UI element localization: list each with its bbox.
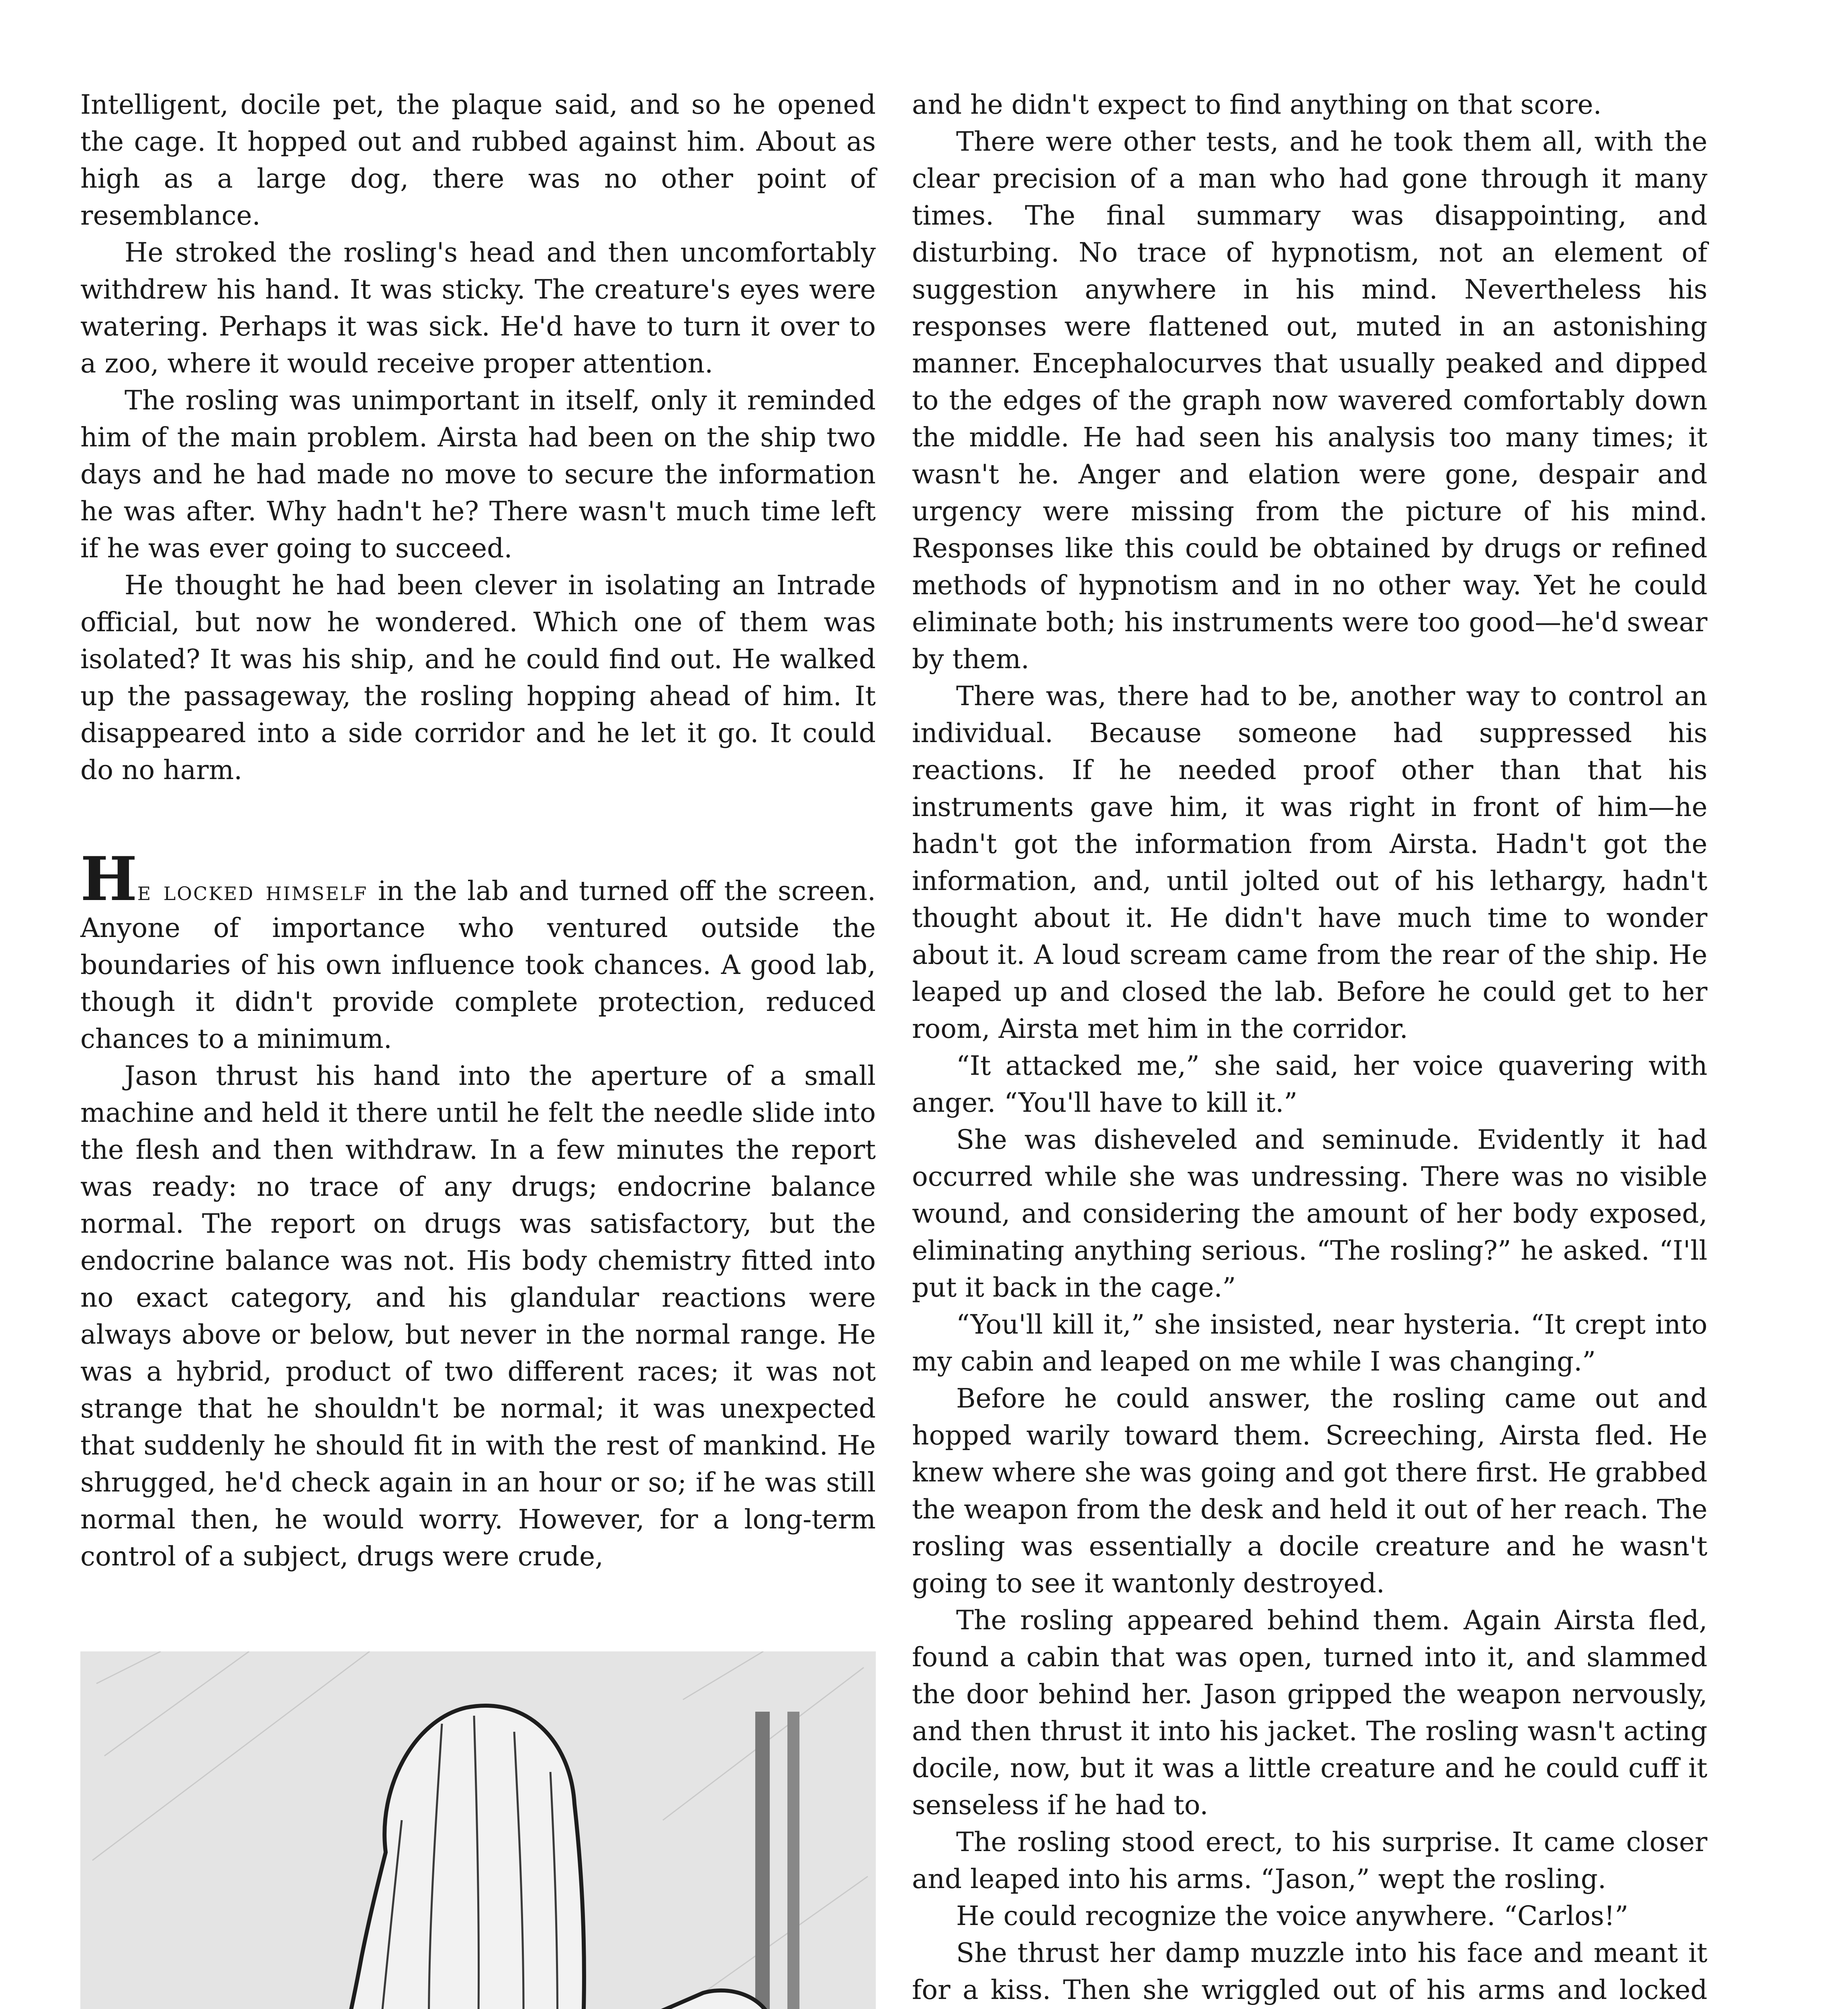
paragraph: Before he could answer, the rosling came out and hopped warily toward them. Screeching, Airsta fled. He knew where she was going and got there first. He grabbed the weapon from the desk and held it out of her reach. The rosling was essentially a docile creature and he wasn't going to see it wantonly destroyed. (912, 1383, 1707, 1599)
rosling-illustration (80, 1651, 876, 2009)
paragraph: She was disheveled and seminude. Evidently it had occurred while she was undressing. There was no visible wound, and considering the amount of her body exposed, eliminating anything serious. “The rosling?” he asked. “I'll put it back in the cage.” (912, 1124, 1707, 1303)
paragraph: “It attacked me,” she said, her voice quavering with anger. “You'll have to kill it.” (912, 1050, 1707, 1118)
paragraph: There was, there had to be, another way to control an individual. Because someone had suppressed his reactions. If he needed proof other than that his instruments gave him, it was right in front of him—he hadn't got the information from Airsta. Hadn't got the information, and, until jolted out of his lethargy, hadn't thought about it. He didn't have much time to wonder about it. A loud scream came from the rear of the ship. He leaped up and closed the lab. Before he could get to her room, Airsta met him in the corridor. (912, 681, 1707, 1044)
paragraph-body: in the lab and turned off the screen. Anyone of importance who ventured outside the boundaries of his own influence took chances. A good lab, though it didn't provide complete protection, reduced chances to a minimum. (80, 876, 876, 1054)
paragraph: He could recognize the voice anywhere. “Carlos!” (956, 1901, 1629, 1931)
drop-cap: H (80, 844, 137, 914)
right-column (912, 86, 1707, 2009)
paragraph: and he didn't expect to find anything on that score. (912, 89, 1602, 120)
paragraph: “You'll kill it,” she insisted, near hysteria. “It crept into my cabin and leaped on me while I was changing.” (912, 1309, 1707, 1377)
paragraph: The rosling stood erect, to his surprise. It came closer and leaped into his arms. “Jason,” wept the rosling. (912, 1827, 1707, 1894)
paragraph: The rosling was unimportant in itself, only it reminded him of the main problem. Airsta had been on the ship two days and he had made no move to secure the information he was after. Why hadn't he? There wasn't much time left if he was ever going to succeed. (80, 385, 876, 564)
paragraph: The rosling appeared behind them. Again Airsta fled, found a cabin that was open, turned into it, and slammed the door behind her. Jason gripped the weapon nervously, and then thrust it into his jacket. The rosling wasn't acting docile, now, but it was a little creature and he could cuff it senseless if he had to. (912, 1605, 1707, 1821)
rosling-drawing (80, 1651, 876, 2009)
cage-bar (755, 1712, 770, 2009)
cage-bar (787, 1712, 799, 2009)
left-column (80, 86, 876, 1575)
paragraph: There were other tests, and he took them all, with the clear precision of a man who had gone through it many times. The final summary was disappointing, and disturbing. No trace of hypnotism, not an element of suggestion anywhere in his mind. Nevertheless his responses were flattened out, muted in an astonishing manner. Encephalocurves that usually peaked and dipped to the edges of the graph now wavered comfortably down the middle. He had seen his analysis too many times; it wasn't he. Anger and elation were gone, despair and urgency were missing from the picture of his mind. Responses like this could be obtained by drugs or refined methods of hypnotism and in no other way. Yet he could eliminate both; his instruments were too good—he'd swear by them. (912, 126, 1707, 675)
paragraph: Intelligent, docile pet, the plaque said, and so he opened the cage. It hopped out and rubbed against him. About as high as a large dog, there was no other point of resemblance. (80, 89, 876, 231)
section-opening-paragraph (80, 844, 876, 1058)
paragraph: He thought he had been clever in isolating an Intrade official, but now he wondered. Which one of them was isolated? It was his ship, and he could find out. He walked up the passageway, the rosling hopping ahead of him. It disappeared into a side corridor and he let it go. It could do no harm. (80, 570, 876, 786)
lead-in-smallcaps: e locked himself (137, 876, 368, 906)
paragraph: He stroked the rosling's head and then uncomfortably withdrew his hand. It was sticky. The creature's eyes were watering. Perhaps it was sick. He'd have to turn it over to a zoo, where it would receive proper attention. (80, 237, 876, 379)
paragraph: Jason thrust his hand into the aperture of a small machine and held it there until he felt the needle slide into the flesh and then withdraw. In a few minutes the report was ready: no trace of any drugs; endocrine balance normal. The report on drugs was satisfactory, but the endocrine balance was not. His body chemistry fitted into no exact category, and his glandular reactions were always above or below, but never in the normal range. He was a hybrid, product of two different races; it was not strange that he shouldn't be normal; it was unexpected that suddenly he should fit in with the rest of mankind. He shrugged, he'd check again in an hour or so; if he was still normal then, he would worry. However, for a long-term control of a subject, drugs were crude, (80, 1060, 876, 1572)
paragraph: She thrust her damp muzzle into his face and meant it for a kiss. Then she wriggled out of his arms and locked (912, 1937, 1707, 2005)
